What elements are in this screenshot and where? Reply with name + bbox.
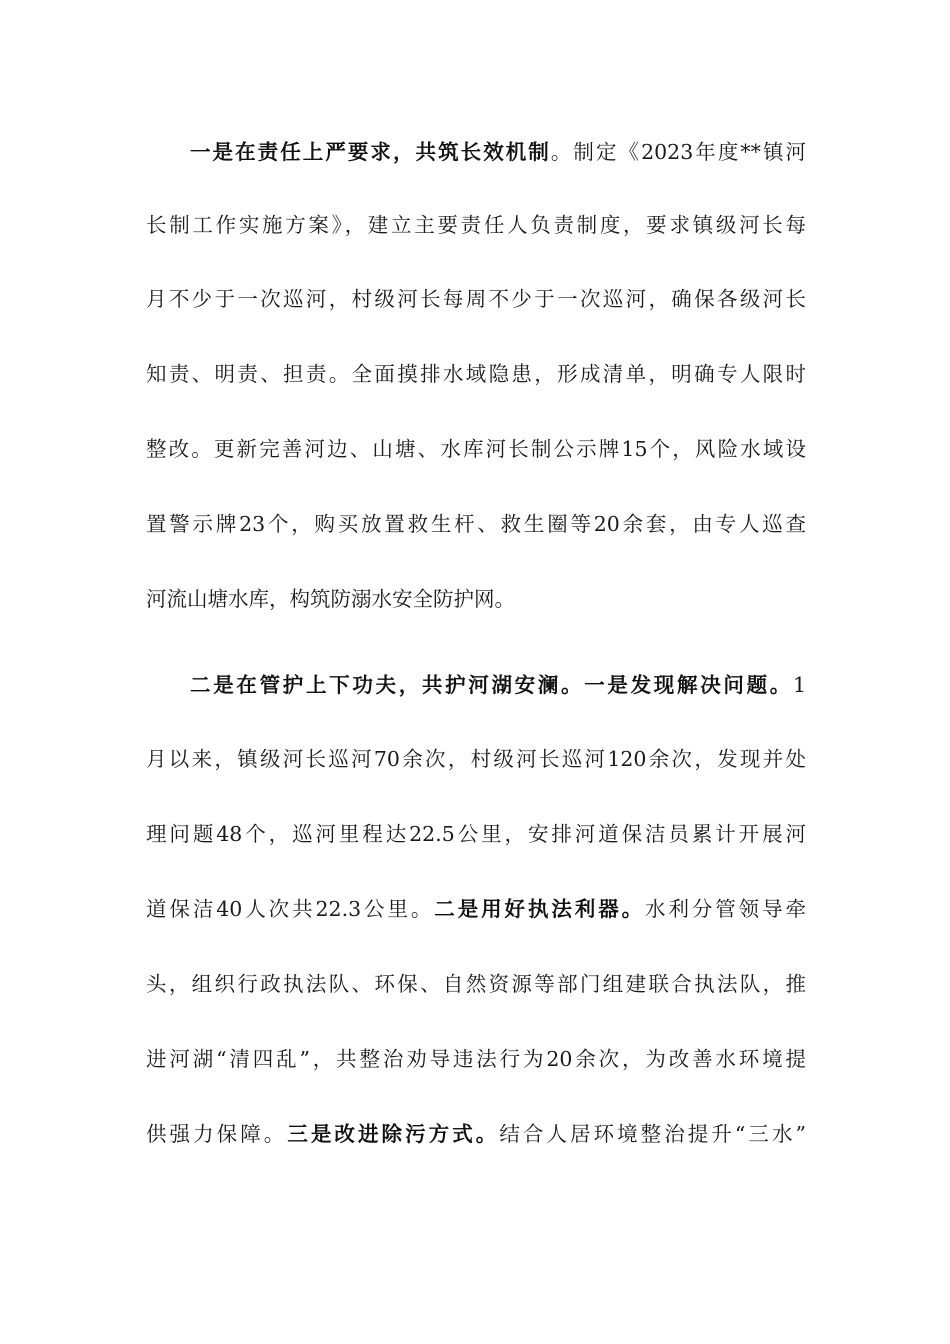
- heading-pollution: 三是改进除污方式。: [287, 1122, 500, 1146]
- text-span: 供强力保障。: [146, 1122, 288, 1146]
- text-span: 。制定《2023年度**镇河: [550, 140, 806, 164]
- text-span: 道保洁40人次共22.3公里。: [146, 897, 435, 921]
- text-span: 水利分管领导牵: [645, 897, 806, 921]
- paragraph-1-line-7: 河流山塘水库，构筑防溺水安全防护网。: [146, 587, 515, 611]
- paragraph-2-line-5: 头，组织行政执法队、环保、自然资源等部门组建联合执法队，推: [146, 972, 806, 996]
- paragraph-2-line-3: 理问题48个，巡河里程达22.5公里，安排河道保洁员累计开展河: [146, 822, 806, 846]
- heading-enforcement: 二是用好执法利器。: [434, 897, 646, 921]
- paragraph-2-line-1: [190, 667, 806, 703]
- text-span: 结合人居环境整治提升“三水”: [499, 1122, 806, 1146]
- paragraph-2-line-7: [146, 1116, 806, 1152]
- paragraph-2-line-6: 进河湖“清四乱”，共整治劝导违法行为20余次，为改善水环境提: [146, 1047, 806, 1071]
- paragraph-1-line-3: 月不少于一次巡河，村级河长每周不少于一次巡河，确保各级河长: [146, 287, 806, 311]
- paragraph-1-line-5: 整改。更新完善河边、山塘、水库河长制公示牌15个，风险水域设: [146, 437, 806, 461]
- paragraph-1-line-2: 长制工作实施方案》，建立主要责任人负责制度，要求镇级河长每: [146, 213, 806, 237]
- paragraph-1-line-6: 置警示牌23个，购买放置救生杆、救生圈等20余套，由专人巡查: [146, 512, 806, 536]
- text-span: 1: [792, 673, 806, 697]
- paragraph-2-line-2: 月以来，镇级河长巡河70余次，村级河长巡河120余次，发现并处: [146, 747, 806, 771]
- paragraph-2-line-4: [146, 891, 806, 927]
- paragraph-1-line-4: 知责、明责、担责。全面摸排水域隐患，形成清单，明确专人限时: [146, 362, 806, 386]
- heading-management: 二是在管护上下功夫，共护河湖安澜。一是发现解决问题。: [190, 673, 793, 697]
- heading-responsibility: 一是在责任上严要求，共筑长效机制: [190, 140, 551, 164]
- paragraph-1-line-1: [190, 134, 806, 170]
